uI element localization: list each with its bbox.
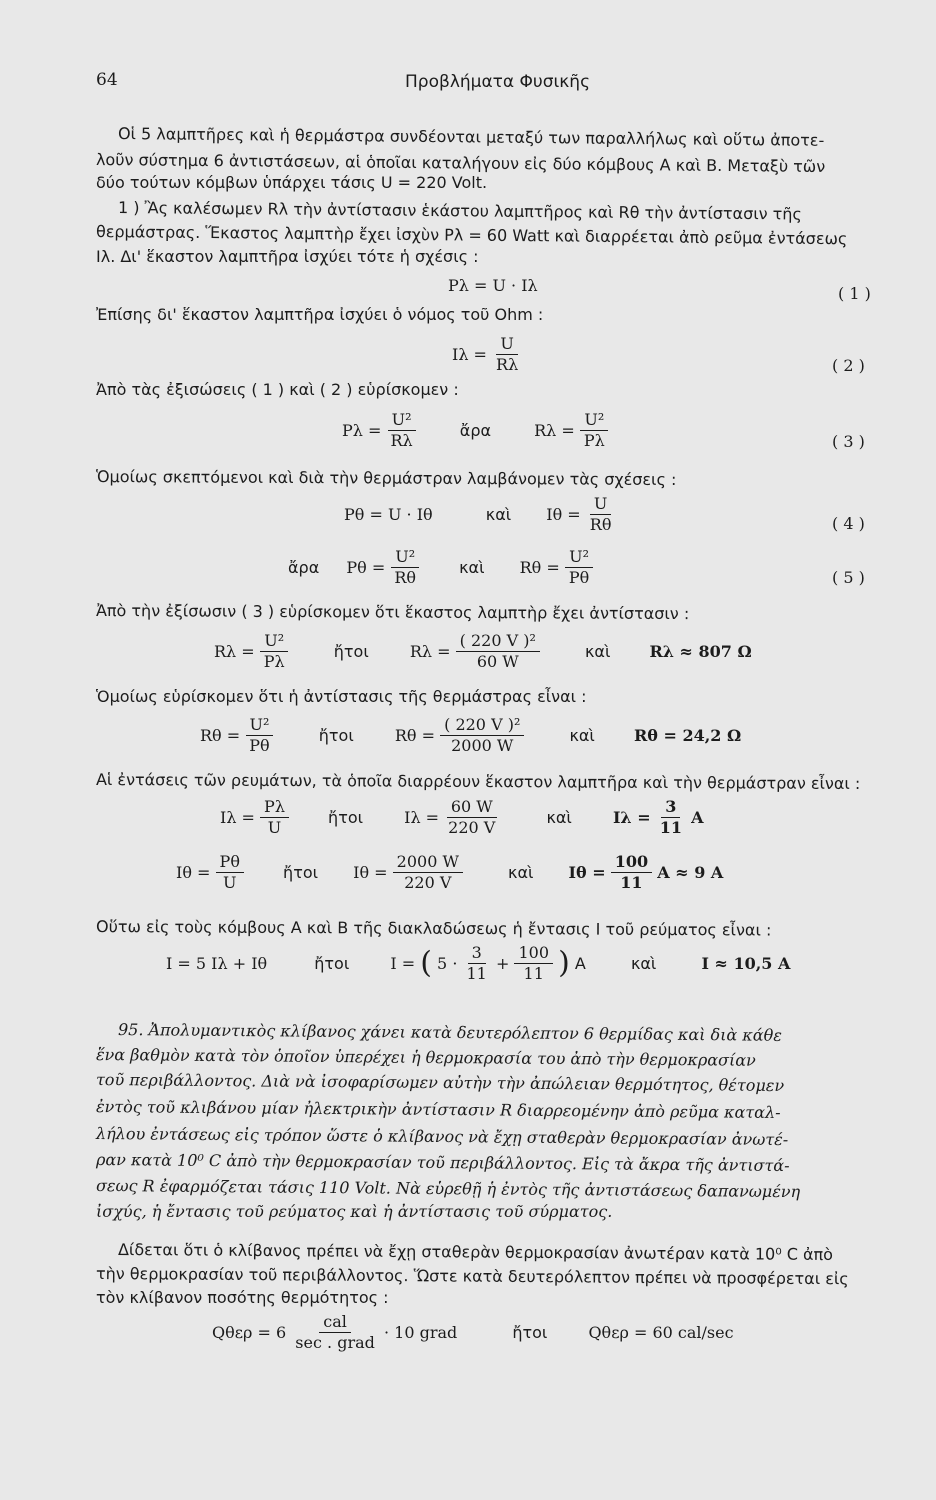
equation-1: Pλ = U · Iλ bbox=[448, 276, 538, 295]
heater-resistance: Rθ = $\frac{\text{U²}}{P\theta}$ ἤτοι Rθ = $\frac{\text{( 220 V )²}}{2000 W}$ καὶ Rθ = 24,2 Ω bbox=[200, 715, 742, 755]
problem-95-line-4: ἐντὸς τοῦ κλιβάνου μίαν ἠλεκτρικὴν ἀντίστασιν R διαρρεομένην ἀπὸ ρεῦμα καταλ- bbox=[95, 1097, 781, 1122]
equation-3: Pλ = $\frac{\text{U²}}{R\lambda}$ ἄρα Rλ = $\frac{\text{U²}}{P\lambda}$ bbox=[342, 410, 609, 451]
problem-95-line-3: τοῦ περιβάλλοντος. Διὰ νὰ ἰσοφαρίσωμεν αὐτὴν τὴν ἀπώλειαν θερμότητος, θέτομεν bbox=[95, 1070, 785, 1096]
intro-line-6: Iλ. Δι' ἕκαστον λαμπτῆρα ἰσχύει τότε ἡ σχέσις : bbox=[96, 247, 479, 266]
total-current: I = 5 Iλ + Iθ ἤτοι I = ( 5 · $\frac{3}{11}$ + $\frac{100}{11}$ ) A καὶ I ≈ 10,5 A bbox=[166, 943, 791, 983]
solution-line-3: τὸν κλίβανον ποσότης θερμότητος : bbox=[96, 1288, 389, 1307]
heat-equation: Qθερ = 6 $\frac{\text{cal}}{\text{sec . grad}}$ · 10 grad ἤτοι Qθερ = 60 cal/sec bbox=[212, 1312, 734, 1352]
similarly-heater: Ὁμοίως σκεπτόμενοι καὶ διὰ τὴν θερμάστραν λαμβάνομεν τὰς σχέσεις : bbox=[95, 467, 677, 490]
intro-line-2: λοῦν σύστημα 6 ἀντιστάσεων, αἱ ὁποῖαι καταλήγουν εἰς δύο κόμβους Α καὶ Β. Μεταξὺ τῶν bbox=[95, 150, 826, 176]
equation-5: ἄρα Pθ = $\frac{\text{U²}}{R\theta}$ καὶ Rθ = $\frac{\text{U²}}{P\theta}$ bbox=[288, 547, 593, 588]
similarly-resistance: Ὁμοίως εὑρίσκομεν ὅτι ἡ ἀντίστασις τῆς θερμάστρας εἶναι : bbox=[96, 687, 587, 706]
equation-5-number: ( 5 ) bbox=[832, 568, 865, 587]
intro-line-3: δύο τούτων κόμβων ὑπάρχει τάσις U = 220 Volt. bbox=[96, 173, 488, 192]
problem-95-line-7: σεως R ἐφαρμόζεται τάσις 110 Volt. Νὰ εὑρεθῇ ἡ ἐντὸς τῆς ἀντιστάσεως δαπανωμένη bbox=[95, 1176, 801, 1202]
solution-line-1: Δίδεται ὅτι ὁ κλίβανος πρέπει νὰ ἔχῃ σταθερὰν θερμοκρασίαν ἀνωτέραν κατὰ 10⁰ C ἀπὸ bbox=[117, 1240, 834, 1264]
lamp-current: Iλ = $\frac{P\lambda}{U}$ ἤτοι Iλ = $\frac{60 W}{220 V}$ καὶ Iλ = $\frac{3}{11}$ A bbox=[220, 797, 704, 837]
problem-95-line-1: 95. Ἀπολυμαντικὸς κλίβανος χάνει κατὰ δευτερόλεπτον 6 θερμίδας καὶ διὰ κάθε bbox=[117, 1020, 782, 1045]
heater-current: Iθ = $\frac{P\theta}{U}$ ἤτοι Iθ = $\frac{2000 W}{220 V}$ καὶ Iθ = $\frac{100}{11}$ A ≈ 9 A bbox=[176, 852, 724, 892]
solution-line-2: τὴν θερμοκρασίαν τοῦ περιβάλλοντος. Ὥστε κατὰ δευτερόλεπτον πρέπει νὰ προσφέρεται εἰς bbox=[95, 1264, 849, 1289]
equation-2-number: ( 2 ) bbox=[832, 356, 865, 375]
equation-2: Iλ = $\frac{U}{R\lambda}$ bbox=[452, 334, 519, 374]
problem-95-line-6: ραν κατὰ 10⁰ C ἀπὸ τὴν θερμοκρασίαν τοῦ περιβάλλοντος. Εἰς τὰ ἄκρα τῆς ἀντιστά- bbox=[95, 1150, 790, 1176]
page-number: 64 bbox=[96, 70, 118, 90]
equation-1-number: ( 1 ) bbox=[838, 284, 871, 303]
problem-95-line-8: ἰσχύς, ἡ ἔντασις τοῦ ρεύματος καὶ ἡ ἀντίστασις τοῦ σύρματος. bbox=[96, 1202, 613, 1221]
equation-4: Pθ = U · Iθ καὶ Iθ = $\frac{U}{R\theta}$ bbox=[344, 494, 612, 534]
intro-line-1: Οἱ 5 λαμπτῆρες καὶ ἡ θερμάστρα συνδέονται μεταξύ των παραλλήλως καὶ οὕτω ἀποτε- bbox=[117, 124, 825, 150]
problem-95-line-2: ἕνα βαθμὸν κατὰ τὸν ὁποῖον ὑπερέχει ἡ θερμοκρασία του ἀπὸ τὴν θερμοκρασίαν bbox=[95, 1045, 756, 1070]
currents-intro: Αἱ ἐντάσεις τῶν ρευμάτων, τὰ ὁποῖα διαρρέουν ἕκαστον λαμπτῆρα καὶ τὴν θερμάστραν εἶναι : bbox=[95, 770, 861, 794]
equation-3-number: ( 3 ) bbox=[832, 432, 865, 451]
intro-line-4: 1 ) Ἂς καλέσωμεν Rλ τὴν ἀντίστασιν ἑκάστου λαμπτῆρος καὶ Rθ τὴν ἀντίστασιν τῆς bbox=[117, 198, 802, 224]
lamp-resistance: Rλ = $\frac{\text{U²}}{P\lambda}$ ἤτοι Rλ = $\frac{\text{( 220 V )²}}{60 W}$ καὶ Rλ ≈ 807 Ω bbox=[214, 631, 752, 671]
total-current-intro: Οὕτω εἰς τοὺς κόμβους Α καὶ Β τῆς διακλαδώσεως ἡ ἔντασις I τοῦ ρεύματος εἶναι : bbox=[95, 917, 772, 940]
from-eq-1-2: Ἀπὸ τὰς ἐξισώσεις ( 1 ) καὶ ( 2 ) εὑρίσκομεν : bbox=[96, 380, 459, 399]
from-eq-3: Ἀπὸ τὴν ἐξίσωσιν ( 3 ) εὑρίσκομεν ὅτι ἕκαστος λαμπτὴρ ἔχει ἀντίστασιν : bbox=[95, 601, 690, 624]
problem-95-line-5: λήλου ἐντάσεως εἰς τρόπον ὥστε ὁ κλίβανος νὰ ἔχῃ σταθερὰν θερμοκρασίαν ἀνωτέ- bbox=[95, 1124, 789, 1150]
running-title: Προβλήματα Φυσικῆς bbox=[405, 72, 591, 92]
ohm-intro: Ἐπίσης δι' ἕκαστον λαμπτῆρα ἰσχύει ὁ νόμος τοῦ Ohm : bbox=[96, 305, 544, 324]
intro-line-5: θερμάστρας. Ἕκαστος λαμπτὴρ ἔχει ἰσχὺν Pλ = 60 Watt καὶ διαρρέεται ἀπὸ ρεῦμα ἐντάσεως bbox=[95, 222, 848, 249]
equation-4-number: ( 4 ) bbox=[832, 514, 865, 533]
